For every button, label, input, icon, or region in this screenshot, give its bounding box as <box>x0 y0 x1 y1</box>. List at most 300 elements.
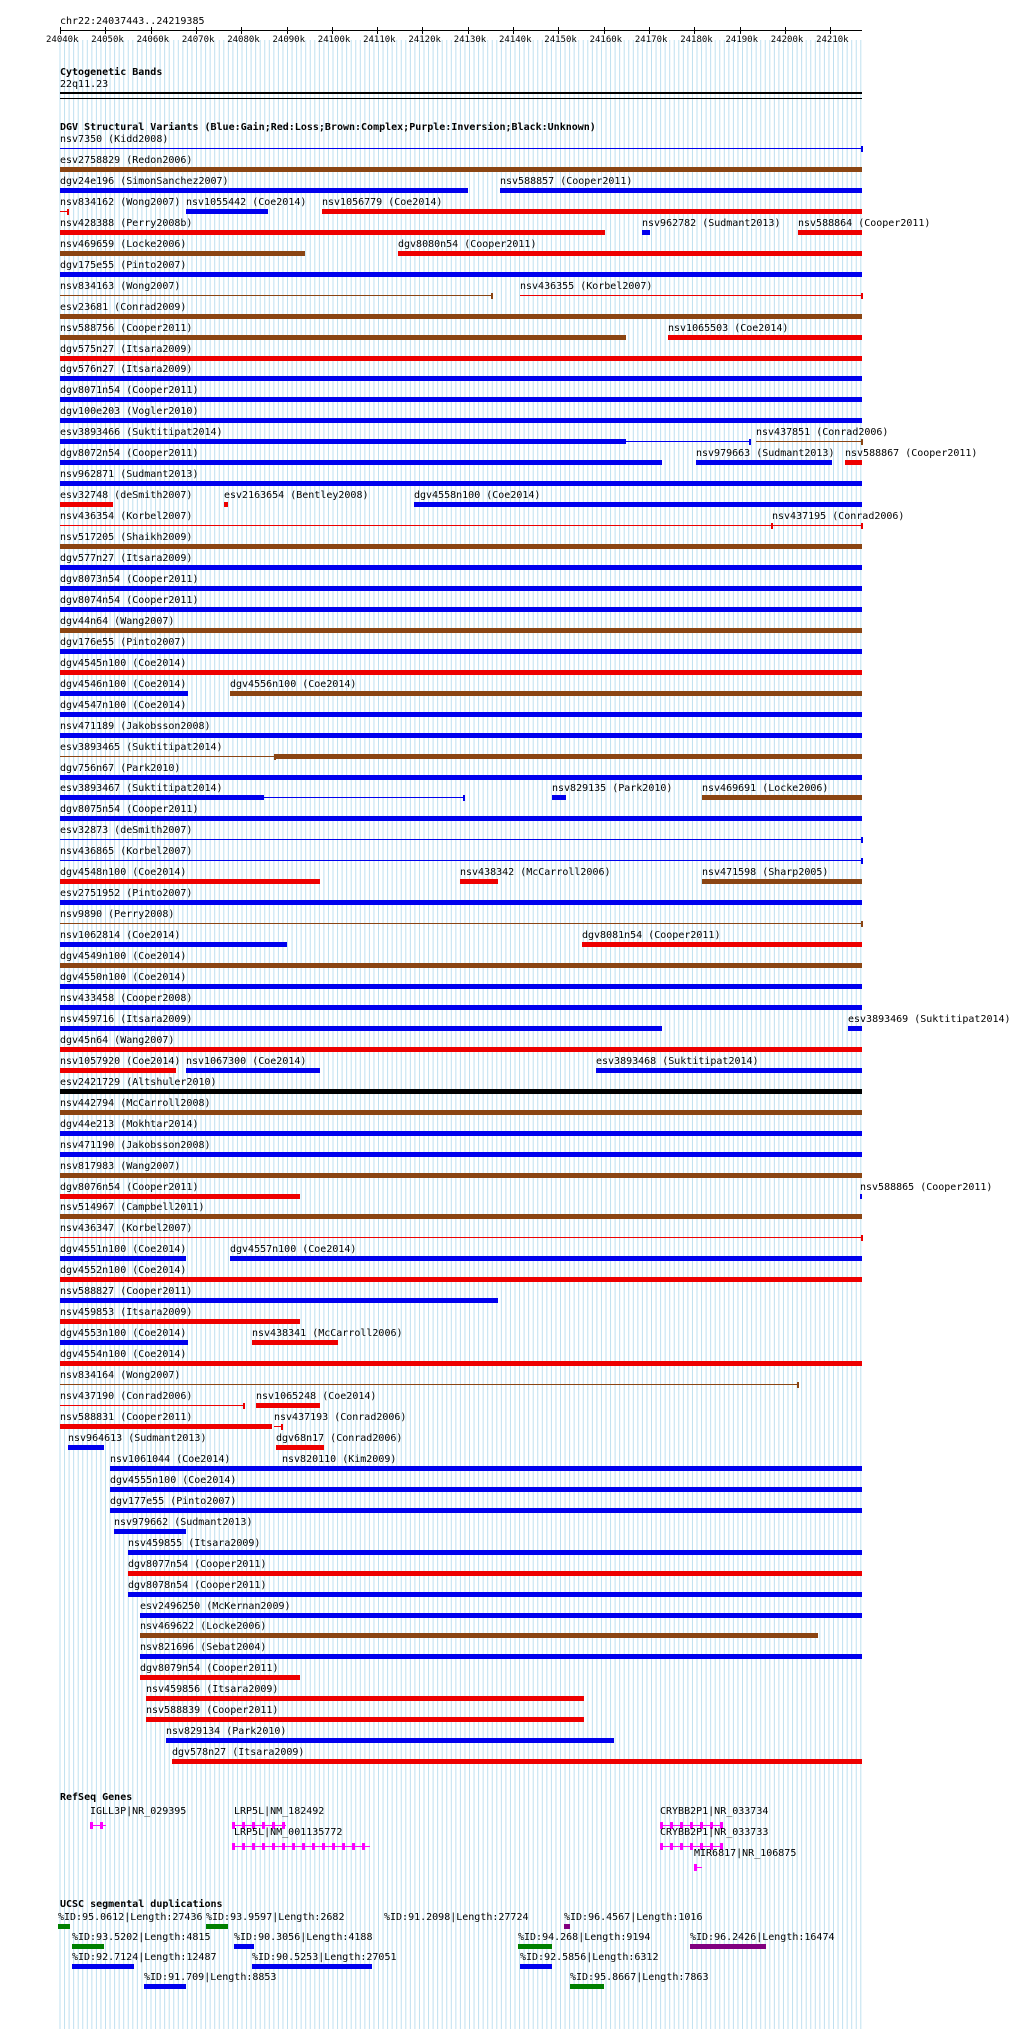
axis-tick <box>468 27 469 34</box>
variant-label: nsv514967 (Campbell2011) <box>60 1202 205 1214</box>
variant-feature[interactable] <box>60 439 626 444</box>
gene-exon[interactable] <box>322 1843 325 1850</box>
gene-exon[interactable] <box>302 1843 305 1850</box>
variant-feature[interactable] <box>60 148 862 149</box>
gene-label: LRP5L|NM_182492 <box>234 1806 325 1817</box>
variant-label: nsv1067300 (Coe2014) <box>186 1055 307 1067</box>
variant-feature[interactable] <box>772 525 862 526</box>
variant-feature[interactable] <box>60 691 188 696</box>
variant-label: dgv578n27 (Itsara2009) <box>172 1747 305 1759</box>
axis-tick <box>694 27 695 34</box>
variant-feature[interactable] <box>60 1256 186 1261</box>
variant-label: dgv4553n100 (Coe2014) <box>60 1328 187 1340</box>
variant-label: nsv588865 (Cooper2011) <box>860 1181 993 1193</box>
gene-exon[interactable] <box>232 1843 235 1850</box>
variant-label: nsv817983 (Wang2007) <box>60 1160 181 1172</box>
variant-label: dgv4550n100 (Coe2014) <box>60 972 187 983</box>
variant-label: dgv575n27 (Itsara2009) <box>60 343 193 355</box>
variant-label: nsv588756 (Cooper2011) <box>60 322 193 334</box>
variant-feature[interactable] <box>60 1298 498 1303</box>
variant-feature[interactable] <box>60 1277 862 1282</box>
variant-feature[interactable] <box>552 795 566 800</box>
variant-label: nsv433458 (Cooper2008) <box>60 992 193 1004</box>
segdup-feature[interactable] <box>520 1964 552 1969</box>
variant-label: nsv588827 (Cooper2011) <box>60 1286 193 1298</box>
variant-feature[interactable] <box>848 1026 862 1031</box>
variant-label: esv2421729 (Altshuler2010) <box>60 1076 217 1088</box>
gene-exon[interactable] <box>332 1843 335 1850</box>
variant-feature[interactable] <box>60 1068 176 1073</box>
variant-feature[interactable] <box>582 942 862 947</box>
variant-feature[interactable] <box>500 188 862 193</box>
variant-feature[interactable] <box>186 1068 320 1073</box>
variant-label: dgv8077n54 (Cooper2011) <box>128 1558 267 1570</box>
axis-tick <box>558 27 559 34</box>
segdup-label: %ID:90.5253|Length:27051 <box>252 1952 397 1963</box>
axis-tick <box>740 27 741 34</box>
variant-label: dgv44n64 (Wang2007) <box>60 615 175 627</box>
variant-label: dgv4549n100 (Coe2014) <box>60 951 187 963</box>
variant-feature[interactable] <box>60 984 862 989</box>
variant-label: nsv829134 (Park2010) <box>166 1726 287 1738</box>
variant-feature[interactable] <box>60 942 287 947</box>
variant-feature[interactable] <box>60 460 662 465</box>
variant-feature[interactable] <box>60 525 772 526</box>
axis-tick <box>422 27 423 34</box>
segdup-track-title: UCSC segmental duplications <box>60 1899 223 1910</box>
variant-end-cap <box>463 795 465 801</box>
variant-feature[interactable] <box>702 795 862 800</box>
variant-feature[interactable] <box>60 1405 244 1406</box>
variant-label: nsv964613 (Sudmant2013) <box>68 1432 207 1444</box>
axis-tick <box>513 27 514 34</box>
gene-exon[interactable] <box>100 1822 103 1829</box>
gene-exon[interactable] <box>680 1843 683 1850</box>
variant-feature[interactable] <box>60 1214 862 1219</box>
axis-tick <box>60 27 61 34</box>
variant-feature[interactable] <box>264 797 464 798</box>
variant-feature[interactable] <box>60 544 862 549</box>
variant-label: esv3893468 (Suktitipat2014) <box>596 1055 759 1067</box>
variant-label: dgv68n17 (Conrad2006) <box>276 1432 403 1444</box>
variant-label: nsv7350 (Kidd2008) <box>60 134 169 145</box>
variant-feature[interactable] <box>282 1466 290 1471</box>
variant-label: dgv177e55 (Pinto2007) <box>110 1495 237 1507</box>
axis-tick-label: 24210k <box>816 35 849 45</box>
gene-label: IGLL3P|NR_029395 <box>90 1806 187 1817</box>
variant-label: dgv8073n54 (Cooper2011) <box>60 573 199 585</box>
segdup-feature[interactable] <box>58 1924 70 1929</box>
variant-label: nsv469691 (Locke2006) <box>702 783 829 795</box>
variant-feature[interactable] <box>60 607 862 612</box>
variant-label: nsv588839 (Cooper2011) <box>146 1705 279 1717</box>
variant-label: nsv517205 (Shaikh2009) <box>60 532 193 544</box>
segdup-feature[interactable] <box>690 1944 766 1949</box>
segdup-feature[interactable] <box>570 1984 604 1989</box>
variant-feature[interactable] <box>60 335 626 340</box>
variant-end-cap <box>861 921 863 927</box>
variant-label: esv32873 (deSmith2007) <box>60 825 193 837</box>
gene-exon[interactable] <box>362 1843 365 1850</box>
variant-feature[interactable] <box>230 691 862 696</box>
variant-end-cap <box>861 439 863 445</box>
variant-label: esv3893466 (Suktitipat2014) <box>60 427 223 439</box>
variant-feature[interactable] <box>60 712 862 717</box>
variant-label: esv2163654 (Bentley2008) <box>224 490 369 502</box>
variant-end-cap <box>797 1382 799 1388</box>
gene-label: CRYBB2P1|NR_033733 <box>660 1827 769 1838</box>
variant-label: dgv4548n100 (Coe2014) <box>60 867 187 879</box>
variant-label: nsv1055442 (Coe2014) <box>186 196 307 208</box>
variant-label: dgv8075n54 (Cooper2011) <box>60 804 199 816</box>
variant-feature[interactable] <box>140 1654 862 1659</box>
variant-feature[interactable] <box>166 1738 614 1743</box>
variant-label: nsv834162 (Wong2007) <box>60 196 181 208</box>
axis-tick <box>332 27 333 34</box>
variant-feature[interactable] <box>60 502 113 507</box>
variant-feature[interactable] <box>224 502 228 507</box>
variant-end-cap <box>67 209 69 215</box>
variant-feature[interactable] <box>596 1068 862 1073</box>
variant-label: dgv44e213 (Mokhtar2014) <box>60 1118 199 1130</box>
axis-tick-label: 24170k <box>634 35 668 45</box>
variant-label: dgv577n27 (Itsara2009) <box>60 553 193 564</box>
variant-feature[interactable] <box>642 230 650 235</box>
segdup-label: %ID:92.5856|Length:6312 <box>520 1952 659 1963</box>
gene-exon[interactable] <box>282 1843 285 1850</box>
axis-tick <box>785 27 786 34</box>
variant-feature[interactable] <box>60 900 862 905</box>
variant-end-cap <box>243 1403 245 1409</box>
variant-feature[interactable] <box>186 209 268 214</box>
axis-tick-label: 24080k <box>227 35 260 45</box>
variant-label: nsv1057920 (Coe2014) <box>60 1055 181 1067</box>
variant-label: nsv820110 (Kim2009) <box>282 1453 397 1465</box>
gene-exon[interactable] <box>670 1843 673 1850</box>
axis-tick-label: 24100k <box>317 35 351 45</box>
variant-label: nsv979663 (Sudmant2013) <box>696 448 835 460</box>
variant-end-cap <box>491 293 493 299</box>
variant-label: esv3893465 (Suktitipat2014) <box>60 741 223 753</box>
variant-label: nsv438342 (McCarroll2006) <box>460 867 611 879</box>
variant-feature[interactable] <box>110 1466 862 1471</box>
variant-feature[interactable] <box>60 756 275 757</box>
axis-tick-label: 24140k <box>499 35 532 45</box>
axis-tick-label: 24180k <box>680 35 713 45</box>
variant-feature[interactable] <box>60 272 862 277</box>
axis-tick <box>377 27 378 34</box>
variant-feature[interactable] <box>398 251 862 256</box>
segdup-label: %ID:95.0612|Length:27436 <box>58 1912 203 1923</box>
variant-feature[interactable] <box>60 963 862 968</box>
variant-feature[interactable] <box>275 754 862 759</box>
variant-feature[interactable] <box>60 1131 862 1136</box>
cytoband-label: 22q11.23 <box>60 79 109 90</box>
variant-label: dgv8080n54 (Cooper2011) <box>398 238 537 250</box>
variant-label: nsv1061044 (Coe2014) <box>110 1453 231 1465</box>
variant-feature[interactable] <box>60 879 320 884</box>
variant-label: dgv4546n100 (Coe2014) <box>60 678 187 690</box>
variant-label: dgv100e203 (Vogler2010) <box>60 406 199 418</box>
variant-label: nsv436347 (Korbel2007) <box>60 1223 193 1235</box>
variant-label: nsv437195 (Conrad2006) <box>772 511 905 523</box>
variant-feature[interactable] <box>60 314 862 319</box>
segdup-label: %ID:93.9597|Length:2682 <box>206 1912 345 1923</box>
variant-label: dgv8081n54 (Cooper2011) <box>582 930 721 942</box>
variant-label: dgv4552n100 (Coe2014) <box>60 1265 187 1277</box>
axis-line <box>60 30 862 31</box>
variant-feature[interactable] <box>60 418 862 423</box>
variant-end-cap <box>861 837 863 843</box>
segdup-feature[interactable] <box>564 1924 570 1929</box>
variant-feature[interactable] <box>60 1152 862 1157</box>
variant-label: nsv436355 (Korbel2007) <box>520 280 653 292</box>
variant-feature[interactable] <box>60 1026 662 1031</box>
gene-exon[interactable] <box>252 1843 255 1850</box>
axis-tick <box>287 27 288 34</box>
variant-label: nsv588867 (Cooper2011) <box>845 448 978 460</box>
variant-label: dgv4558n100 (Coe2014) <box>414 490 541 502</box>
refseq-track-title: RefSeq Genes <box>60 1792 133 1803</box>
variant-feature[interactable] <box>146 1696 584 1701</box>
gene-label: MIR6817|NR_106875 <box>694 1848 797 1859</box>
variant-feature[interactable] <box>60 295 492 296</box>
variant-label: nsv459853 (Itsara2009) <box>60 1307 193 1319</box>
variant-label: nsv469622 (Locke2006) <box>140 1621 267 1633</box>
variant-feature[interactable] <box>110 1487 862 1492</box>
variant-feature[interactable] <box>60 1047 862 1052</box>
variant-label: nsv979662 (Sudmant2013) <box>114 1516 253 1528</box>
axis-tick <box>604 27 605 34</box>
variant-feature[interactable] <box>702 879 862 884</box>
variant-feature[interactable] <box>60 923 862 924</box>
gene-exon[interactable] <box>660 1843 663 1850</box>
variant-label: nsv588831 (Cooper2011) <box>60 1411 193 1423</box>
variant-label: nsv471598 (Sharp2005) <box>702 867 829 879</box>
variant-label: esv3893469 (Suktitipat2014) <box>848 1013 1011 1025</box>
variant-label: dgv576n27 (Itsara2009) <box>60 364 193 376</box>
variant-feature[interactable] <box>146 1717 584 1722</box>
variant-label: dgv8072n54 (Cooper2011) <box>60 448 199 460</box>
variant-label: dgv4556n100 (Coe2014) <box>230 678 357 690</box>
variant-feature[interactable] <box>140 1675 300 1680</box>
variant-label: esv32748 (deSmith2007) <box>60 490 193 502</box>
variant-label: dgv8078n54 (Cooper2011) <box>128 1579 267 1591</box>
variant-feature[interactable] <box>60 188 468 193</box>
variant-label: nsv459856 (Itsara2009) <box>146 1684 279 1696</box>
variant-feature[interactable] <box>172 1759 862 1764</box>
axis-tick-label: 24200k <box>770 35 804 45</box>
variant-feature[interactable] <box>60 1237 862 1238</box>
variant-label: nsv437851 (Conrad2006) <box>756 427 889 439</box>
variant-feature[interactable] <box>668 335 862 340</box>
variant-feature[interactable] <box>68 1445 104 1450</box>
variant-label: dgv45n64 (Wang2007) <box>60 1034 175 1046</box>
variant-feature[interactable] <box>60 1361 862 1366</box>
segdup-label: %ID:96.4567|Length:1016 <box>564 1912 703 1923</box>
gene-intron[interactable] <box>232 1825 286 1826</box>
variant-feature[interactable] <box>60 397 862 402</box>
gene-exon[interactable] <box>262 1843 265 1850</box>
variant-label: dgv4555n100 (Coe2014) <box>110 1474 237 1486</box>
variant-feature[interactable] <box>60 1089 862 1094</box>
variant-feature[interactable] <box>110 1508 862 1513</box>
segdup-label: %ID:91.2098|Length:27724 <box>384 1912 529 1923</box>
gene-exon[interactable] <box>242 1843 245 1850</box>
variant-label: nsv1056779 (Coe2014) <box>322 196 443 208</box>
variant-label: dgv24e196 (SimonSanchez2007) <box>60 175 229 187</box>
variant-feature[interactable] <box>140 1633 818 1638</box>
variant-feature[interactable] <box>60 795 264 800</box>
gene-label: LRP5L|NM_001135772 <box>234 1827 343 1838</box>
axis-tick-label: 24050k <box>91 35 124 45</box>
variant-feature[interactable] <box>276 1445 324 1450</box>
axis-tick <box>105 27 106 34</box>
cytoband-bar[interactable] <box>60 92 862 94</box>
variant-end-cap <box>281 1424 283 1430</box>
variant-feature[interactable] <box>756 441 862 442</box>
segdup-feature[interactable] <box>252 1964 372 1969</box>
axis-tick-label: 24120k <box>408 35 441 45</box>
variant-label: dgv175e55 (Pinto2007) <box>60 259 187 271</box>
variant-label: esv2758829 (Redon2006) <box>60 154 193 166</box>
variant-label: nsv471189 (Jakobsson2008) <box>60 720 211 732</box>
variant-label: nsv436354 (Korbel2007) <box>60 511 193 523</box>
variant-feature[interactable] <box>860 1194 862 1199</box>
variant-feature[interactable] <box>60 628 862 633</box>
variant-feature[interactable] <box>114 1529 186 1534</box>
variant-feature[interactable] <box>60 1384 798 1385</box>
variant-feature[interactable] <box>60 565 862 570</box>
variant-feature[interactable] <box>626 441 750 442</box>
variant-label: nsv438341 (McCarroll2006) <box>252 1328 403 1340</box>
variant-feature[interactable] <box>252 1340 338 1345</box>
variant-label: nsv1065503 (Coe2014) <box>668 322 789 334</box>
segdup-label: %ID:94.268|Length:9194 <box>518 1932 651 1943</box>
variant-feature[interactable] <box>60 1110 862 1115</box>
gene-exon[interactable] <box>352 1843 355 1850</box>
variant-label: nsv459855 (Itsara2009) <box>128 1537 261 1549</box>
variant-label: dgv4545n100 (Coe2014) <box>60 657 187 669</box>
segdup-label: %ID:95.8667|Length:7863 <box>570 1972 709 1983</box>
variant-label: nsv821696 (Sebat2004) <box>140 1642 267 1654</box>
variant-feature[interactable] <box>460 879 498 884</box>
gene-exon[interactable] <box>312 1843 315 1850</box>
variant-feature[interactable] <box>60 860 862 861</box>
axis-tick-label: 24160k <box>589 35 623 45</box>
variant-label: dgv756n67 (Park2010) <box>60 762 181 774</box>
variant-label: nsv834163 (Wong2007) <box>60 280 181 292</box>
axis-tick-label: 24190k <box>725 35 759 45</box>
variant-feature[interactable] <box>60 356 862 361</box>
variant-feature[interactable] <box>60 816 862 821</box>
segdup-feature[interactable] <box>206 1924 228 1929</box>
coordinate-label: chr22:24037443..24219385 <box>60 16 205 27</box>
gene-label: CRYBB2P1|NR_033734 <box>660 1806 769 1817</box>
axis-tick-label: 24040k <box>46 35 79 45</box>
variant-feature[interactable] <box>256 1403 320 1408</box>
variant-feature[interactable] <box>60 167 862 172</box>
variant-feature[interactable] <box>60 586 862 591</box>
variant-feature[interactable] <box>60 1424 272 1429</box>
segdup-label: %ID:96.2426|Length:16474 <box>690 1932 835 1943</box>
axis-tick-label: 24060k <box>136 35 170 45</box>
variant-end-cap <box>771 523 773 529</box>
variant-label: nsv1065248 (Coe2014) <box>256 1391 377 1402</box>
variant-feature[interactable] <box>128 1571 862 1576</box>
axis-tick-label: 24150k <box>544 35 577 45</box>
axis-tick <box>830 27 831 34</box>
variant-feature[interactable] <box>60 1340 188 1345</box>
variant-label: dgv8071n54 (Cooper2011) <box>60 385 199 397</box>
variant-feature[interactable] <box>696 460 832 465</box>
gene-exon[interactable] <box>342 1843 345 1850</box>
axis-tick-label: 24130k <box>453 35 487 45</box>
variant-feature[interactable] <box>230 1256 862 1261</box>
variant-feature[interactable] <box>128 1550 862 1555</box>
variant-feature[interactable] <box>128 1592 862 1597</box>
variant-feature[interactable] <box>322 209 862 214</box>
segdup-feature[interactable] <box>518 1944 552 1949</box>
variant-label: nsv1062814 (Coe2014) <box>60 930 181 942</box>
gene-exon[interactable] <box>694 1864 697 1871</box>
variant-label: esv2751952 (Pinto2007) <box>60 888 193 900</box>
axis-tick <box>196 27 197 34</box>
gene-exon[interactable] <box>292 1843 295 1850</box>
variant-end-cap <box>861 858 863 864</box>
variant-feature[interactable] <box>520 295 862 296</box>
variant-feature[interactable] <box>60 649 862 654</box>
segdup-feature[interactable] <box>72 1944 104 1949</box>
variant-feature[interactable] <box>60 839 862 840</box>
variant-feature[interactable] <box>60 1005 862 1010</box>
variant-label: nsv962782 (Sudmant2013) <box>642 217 781 229</box>
variant-label: nsv9890 (Perry2008) <box>60 909 175 921</box>
cytoband-title: Cytogenetic Bands <box>60 67 163 78</box>
variant-feature[interactable] <box>845 460 862 465</box>
variant-label: nsv428388 (Perry2008b) <box>60 217 193 229</box>
variant-label: nsv437190 (Conrad2006) <box>60 1391 193 1402</box>
variant-feature[interactable] <box>798 230 862 235</box>
variant-feature[interactable] <box>60 376 862 381</box>
track-divider <box>60 98 862 99</box>
variant-label: nsv962871 (Sudmant2013) <box>60 469 199 481</box>
variant-feature[interactable] <box>60 775 862 780</box>
variant-feature[interactable] <box>60 1194 300 1199</box>
axis-tick-label: 24110k <box>363 35 396 45</box>
variant-label: nsv459716 (Itsara2009) <box>60 1013 193 1025</box>
variant-label: dgv4551n100 (Coe2014) <box>60 1244 187 1256</box>
variant-feature[interactable] <box>140 1613 862 1618</box>
variant-feature[interactable] <box>60 230 605 235</box>
segdup-feature[interactable] <box>72 1964 134 1969</box>
variant-feature[interactable] <box>60 670 862 675</box>
gene-exon[interactable] <box>90 1822 93 1829</box>
variant-feature[interactable] <box>60 733 862 738</box>
segdup-feature[interactable] <box>144 1984 186 1989</box>
variant-feature[interactable] <box>60 251 305 256</box>
variant-label: nsv436865 (Korbel2007) <box>60 846 193 858</box>
segdup-feature[interactable] <box>234 1944 254 1949</box>
variant-feature[interactable] <box>60 1173 862 1178</box>
gene-exon[interactable] <box>272 1843 275 1850</box>
variant-feature[interactable] <box>414 502 862 507</box>
gene-exon[interactable] <box>690 1843 693 1850</box>
segdup-label: %ID:93.5202|Length:4815 <box>72 1932 211 1943</box>
variant-label: dgv4554n100 (Coe2014) <box>60 1349 187 1361</box>
variant-feature[interactable] <box>60 481 862 486</box>
variant-feature[interactable] <box>60 1319 300 1324</box>
